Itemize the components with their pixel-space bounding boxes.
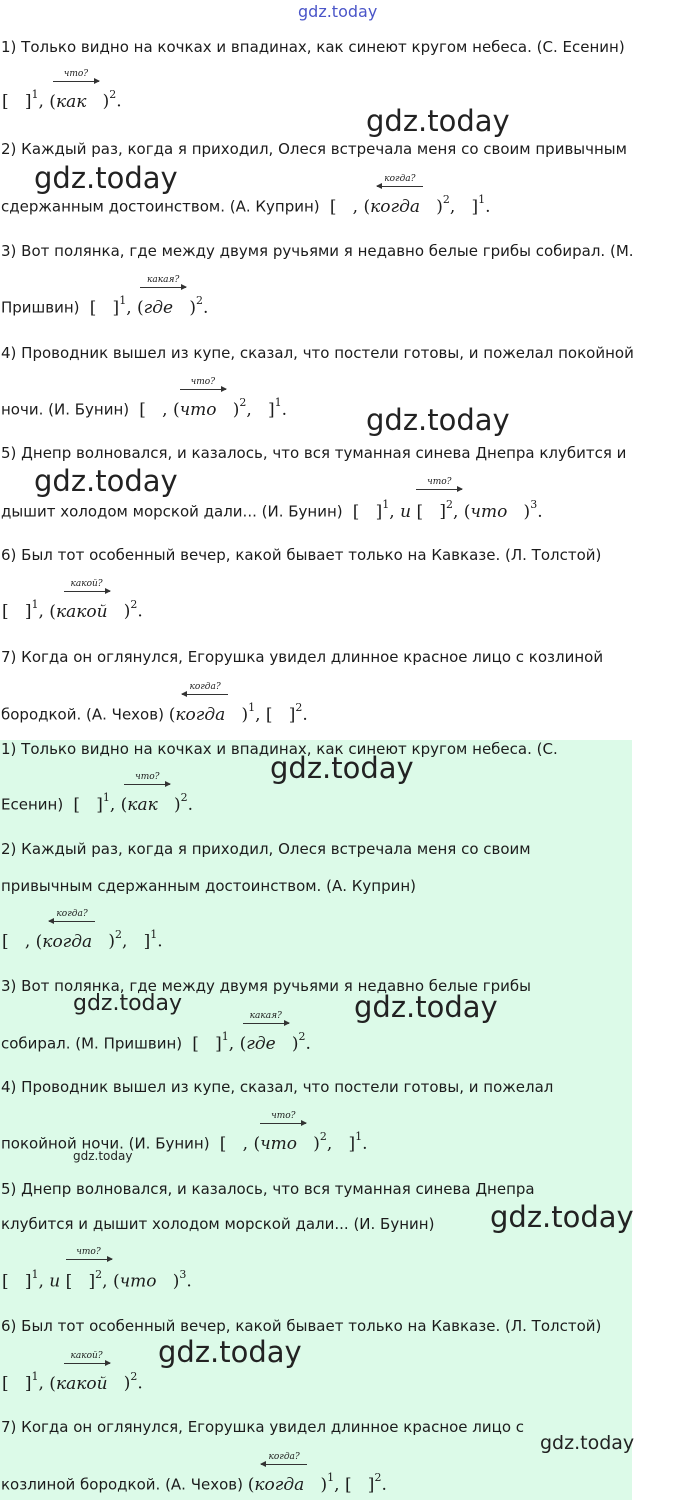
sentence-1: 1) Только видно на кочках и впадинах, как синеют кругом небеса. (С. Есенин) bbox=[1, 38, 625, 56]
watermark: gdz.today bbox=[34, 464, 178, 498]
scheme-2: [ , (когда когда? )$^2$, ]$^1$. bbox=[324, 173, 491, 217]
sentence-2-cont: привычным сдержанным достоинством. (А. Куприн) bbox=[1, 877, 417, 895]
sentence-6: 6) Был тот особенный вечер, какой бывает только на Кавказе. (Л. Толстой) bbox=[1, 546, 602, 564]
sentence-4: 4) Проводник вышел из купе, сказал, что постели готовы, и пожелал покойной bbox=[1, 344, 634, 362]
sentence-3: 3) Вот полянка, где между двумя ручьями я недавно белые грибы bbox=[1, 977, 531, 995]
watermark: gdz.today bbox=[366, 104, 510, 138]
sentence-3: 3) Вот полянка, где между двумя ручьями я недавно белые грибы собирал. (М. bbox=[1, 242, 634, 260]
sentence-4-cont: покойной ночи. (И. Бунин) [ , (что что? )$^2$, ]$^1$. bbox=[1, 1110, 368, 1154]
watermark: gdz.today bbox=[354, 990, 498, 1024]
scheme-7: (когда когда? )$^1$, [ ]$^2$. bbox=[168, 681, 308, 725]
watermark: gdz.today bbox=[73, 991, 183, 1016]
scheme-7: (когда когда? )$^1$, [ ]$^2$. bbox=[247, 1451, 387, 1495]
scheme-3: [ ]$^1$, (где какая? )$^2$. bbox=[84, 274, 209, 318]
scheme-2: [ , (когда когда? )$^2$, ]$^1$. bbox=[2, 908, 163, 952]
scheme-5: [ ]$^1$, и [ ]$^2$ что? , (что )$^3$. bbox=[347, 477, 543, 522]
sentence-1: 1) Только видно на кочках и впадинах, как синеют кругом небеса. (С. bbox=[1, 740, 558, 758]
sentence-2: 2) Каждый раз, когда я приходил, Олеся встречала меня со своим привычным bbox=[1, 140, 627, 158]
scheme-5: [ ]$^1$, и [ ]$^2$ что? , (что )$^3$. bbox=[2, 1247, 192, 1292]
sentence-2-cont: сдержанным достоинством. (А. Куприн) [ , (когда когда? )$^2$, ]$^1$. bbox=[1, 173, 491, 217]
sentence-3-cont: Пришвин) [ ]$^1$, (где какая? )$^2$. bbox=[1, 274, 209, 318]
sentence-2: 2) Каждый раз, когда я приходил, Олеся встречала меня со своим bbox=[1, 840, 531, 858]
watermark: gdz.today bbox=[34, 161, 178, 195]
sentence-4: 4) Проводник вышел из купе, сказал, что постели готовы, и пожелал bbox=[1, 1078, 554, 1096]
scheme-3: [ ]$^1$, (где какая? )$^2$. bbox=[186, 1010, 311, 1054]
sentence-6: 6) Был тот особенный вечер, какой бывает только на Кавказе. (Л. Толстой) bbox=[1, 1317, 602, 1335]
sentence-5: 5) Днепр волновался, и казалось, что вся туманная синева Днепра bbox=[1, 1180, 535, 1198]
scheme-4: [ , (что что? )$^2$, ]$^1$. bbox=[214, 1110, 368, 1154]
scheme-4: [ , (что что? )$^2$, ]$^1$. bbox=[133, 376, 288, 420]
sentence-4-cont: ночи. (И. Бунин) [ , (что что? )$^2$, ]$^1$. bbox=[1, 376, 288, 420]
scheme-6: [ ]$^1$, (какой какой? )$^2$. bbox=[2, 1350, 143, 1394]
watermark: gdz.today bbox=[366, 403, 510, 437]
sentence-5-cont: клубится и дышит холодом морской дали... (И. Бунин) bbox=[1, 1215, 435, 1233]
sentence-7: 7) Когда он оглянулся, Егорушка увидел длинное красное лицо с bbox=[1, 1418, 525, 1436]
watermark: gdz.today bbox=[298, 2, 378, 21]
sentence-1-cont: Есенин) [ ]$^1$, (как что? )$^2$. bbox=[1, 771, 194, 815]
watermark: gdz.today bbox=[73, 1149, 133, 1163]
sentence-7-cont: бородкой. (А. Чехов) (когда когда? )$^1$, [ ]$^2$. bbox=[1, 681, 308, 725]
scheme-6: [ ]$^1$, (какой какой? )$^2$. bbox=[2, 578, 143, 622]
sentence-7-cont: козлиной бородкой. (А. Чехов) (когда когда? )$^1$, [ ]$^2$. bbox=[1, 1451, 387, 1495]
watermark: gdz.today bbox=[270, 751, 414, 785]
scheme-1: [ ]$^1$, (как что? )$^2$. bbox=[67, 771, 194, 815]
watermark: gdz.today bbox=[158, 1335, 302, 1369]
sentence-7: 7) Когда он оглянулся, Егорушка увидел длинное красное лицо с козлиной bbox=[1, 648, 604, 666]
watermark: gdz.today bbox=[490, 1200, 634, 1234]
watermark: gdz.today bbox=[540, 1432, 635, 1454]
sentence-5-cont: дышит холодом морской дали... (И. Бунин) [ ]$^1$, и [ ]$^2$ что? , (что )$^3$. bbox=[1, 477, 543, 522]
scheme-1: [ ]$^1$, (как что? )$^2$. bbox=[2, 68, 122, 112]
sentence-5: 5) Днепр волновался, и казалось, что вся туманная синева Днепра клубится и bbox=[1, 444, 627, 462]
sentence-3-cont: собирал. (М. Пришвин) [ ]$^1$, (где какая? )$^2$. bbox=[1, 1010, 311, 1054]
